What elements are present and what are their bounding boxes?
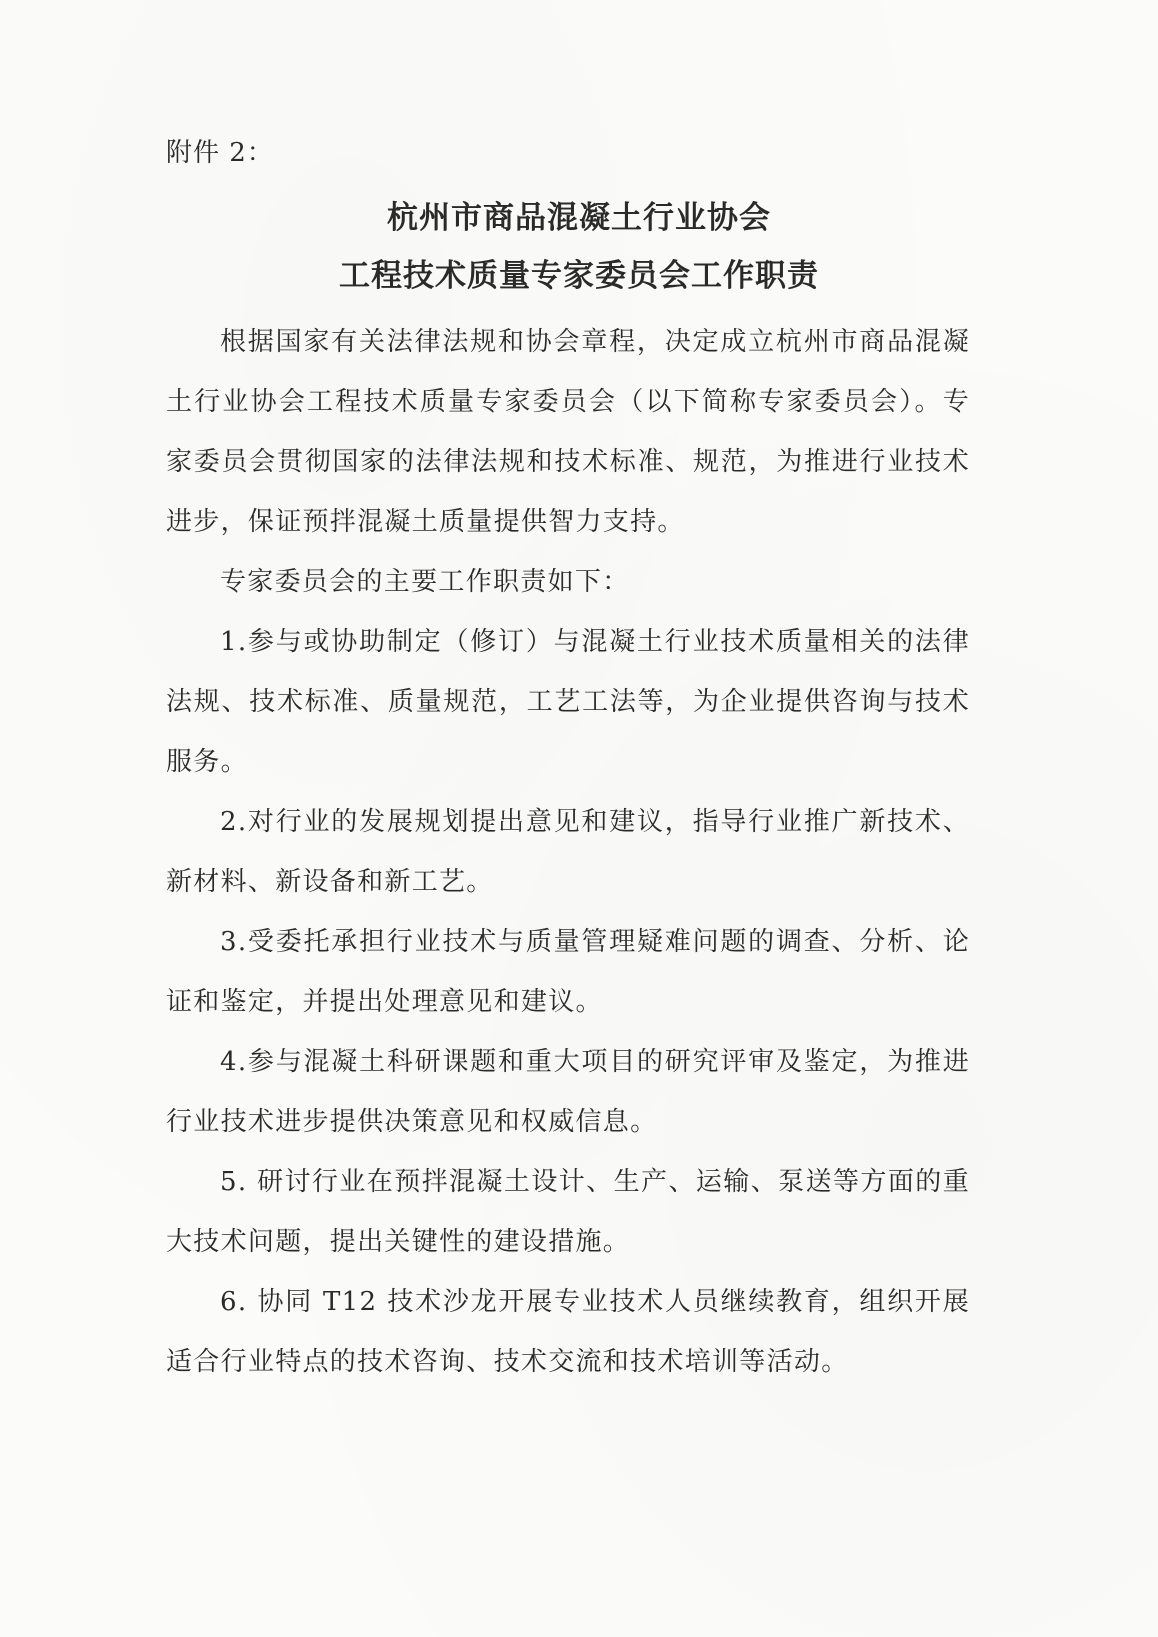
duty-item-6: 6. 协同 T12 技术沙龙开展专业技术人员继续教育，组织开展适合行业特点的技术咨询、技术交流和技术培训等活动。 xyxy=(166,1287,970,1377)
duty-item-2: 2.对行业的发展规划提出意见和建议，指导行业推广新技术、新材料、新设备和新工艺。 xyxy=(166,807,970,897)
duty-item-5: 5. 研讨行业在预拌混凝土设计、生产、运输、泵送等方面的重大技术问题，提出关键性的建设措施。 xyxy=(166,1167,970,1257)
duty-item-3: 3.受委托承担行业技术与质量管理疑难问题的调查、分析、论证和鉴定，并提出处理意见和建议。 xyxy=(166,927,970,1017)
document-title-line-2: 工程技术质量专家委员会工作职责 xyxy=(339,258,819,294)
attachment-label: 附件 2： xyxy=(166,138,274,168)
duties-heading-paragraph: 专家委员会的主要工作职责如下： xyxy=(220,567,630,597)
duty-item-1: 1.参与或协助制定（修订）与混凝土行业技术质量相关的法律法规、技术标准、质量规范，工艺工法等，为企业提供咨询与技术服务。 xyxy=(166,627,970,777)
document-title-line-1: 杭州市商品混凝土行业协会 xyxy=(387,200,771,236)
duty-item-4: 4.参与混凝土科研课题和重大项目的研究评审及鉴定，为推进行业技术进步提供决策意见和权威信息。 xyxy=(166,1047,970,1137)
document-body xyxy=(166,312,970,1392)
intro-paragraph: 根据国家有关法律法规和协会章程，决定成立杭州市商品混凝土行业协会工程技术质量专家委员会（以下简称专家委员会）。专家委员会贯彻国家的法律法规和技术标准、规范，为推进行业技术进步，保证预拌混凝土质量提供智力支持。 xyxy=(166,327,970,537)
